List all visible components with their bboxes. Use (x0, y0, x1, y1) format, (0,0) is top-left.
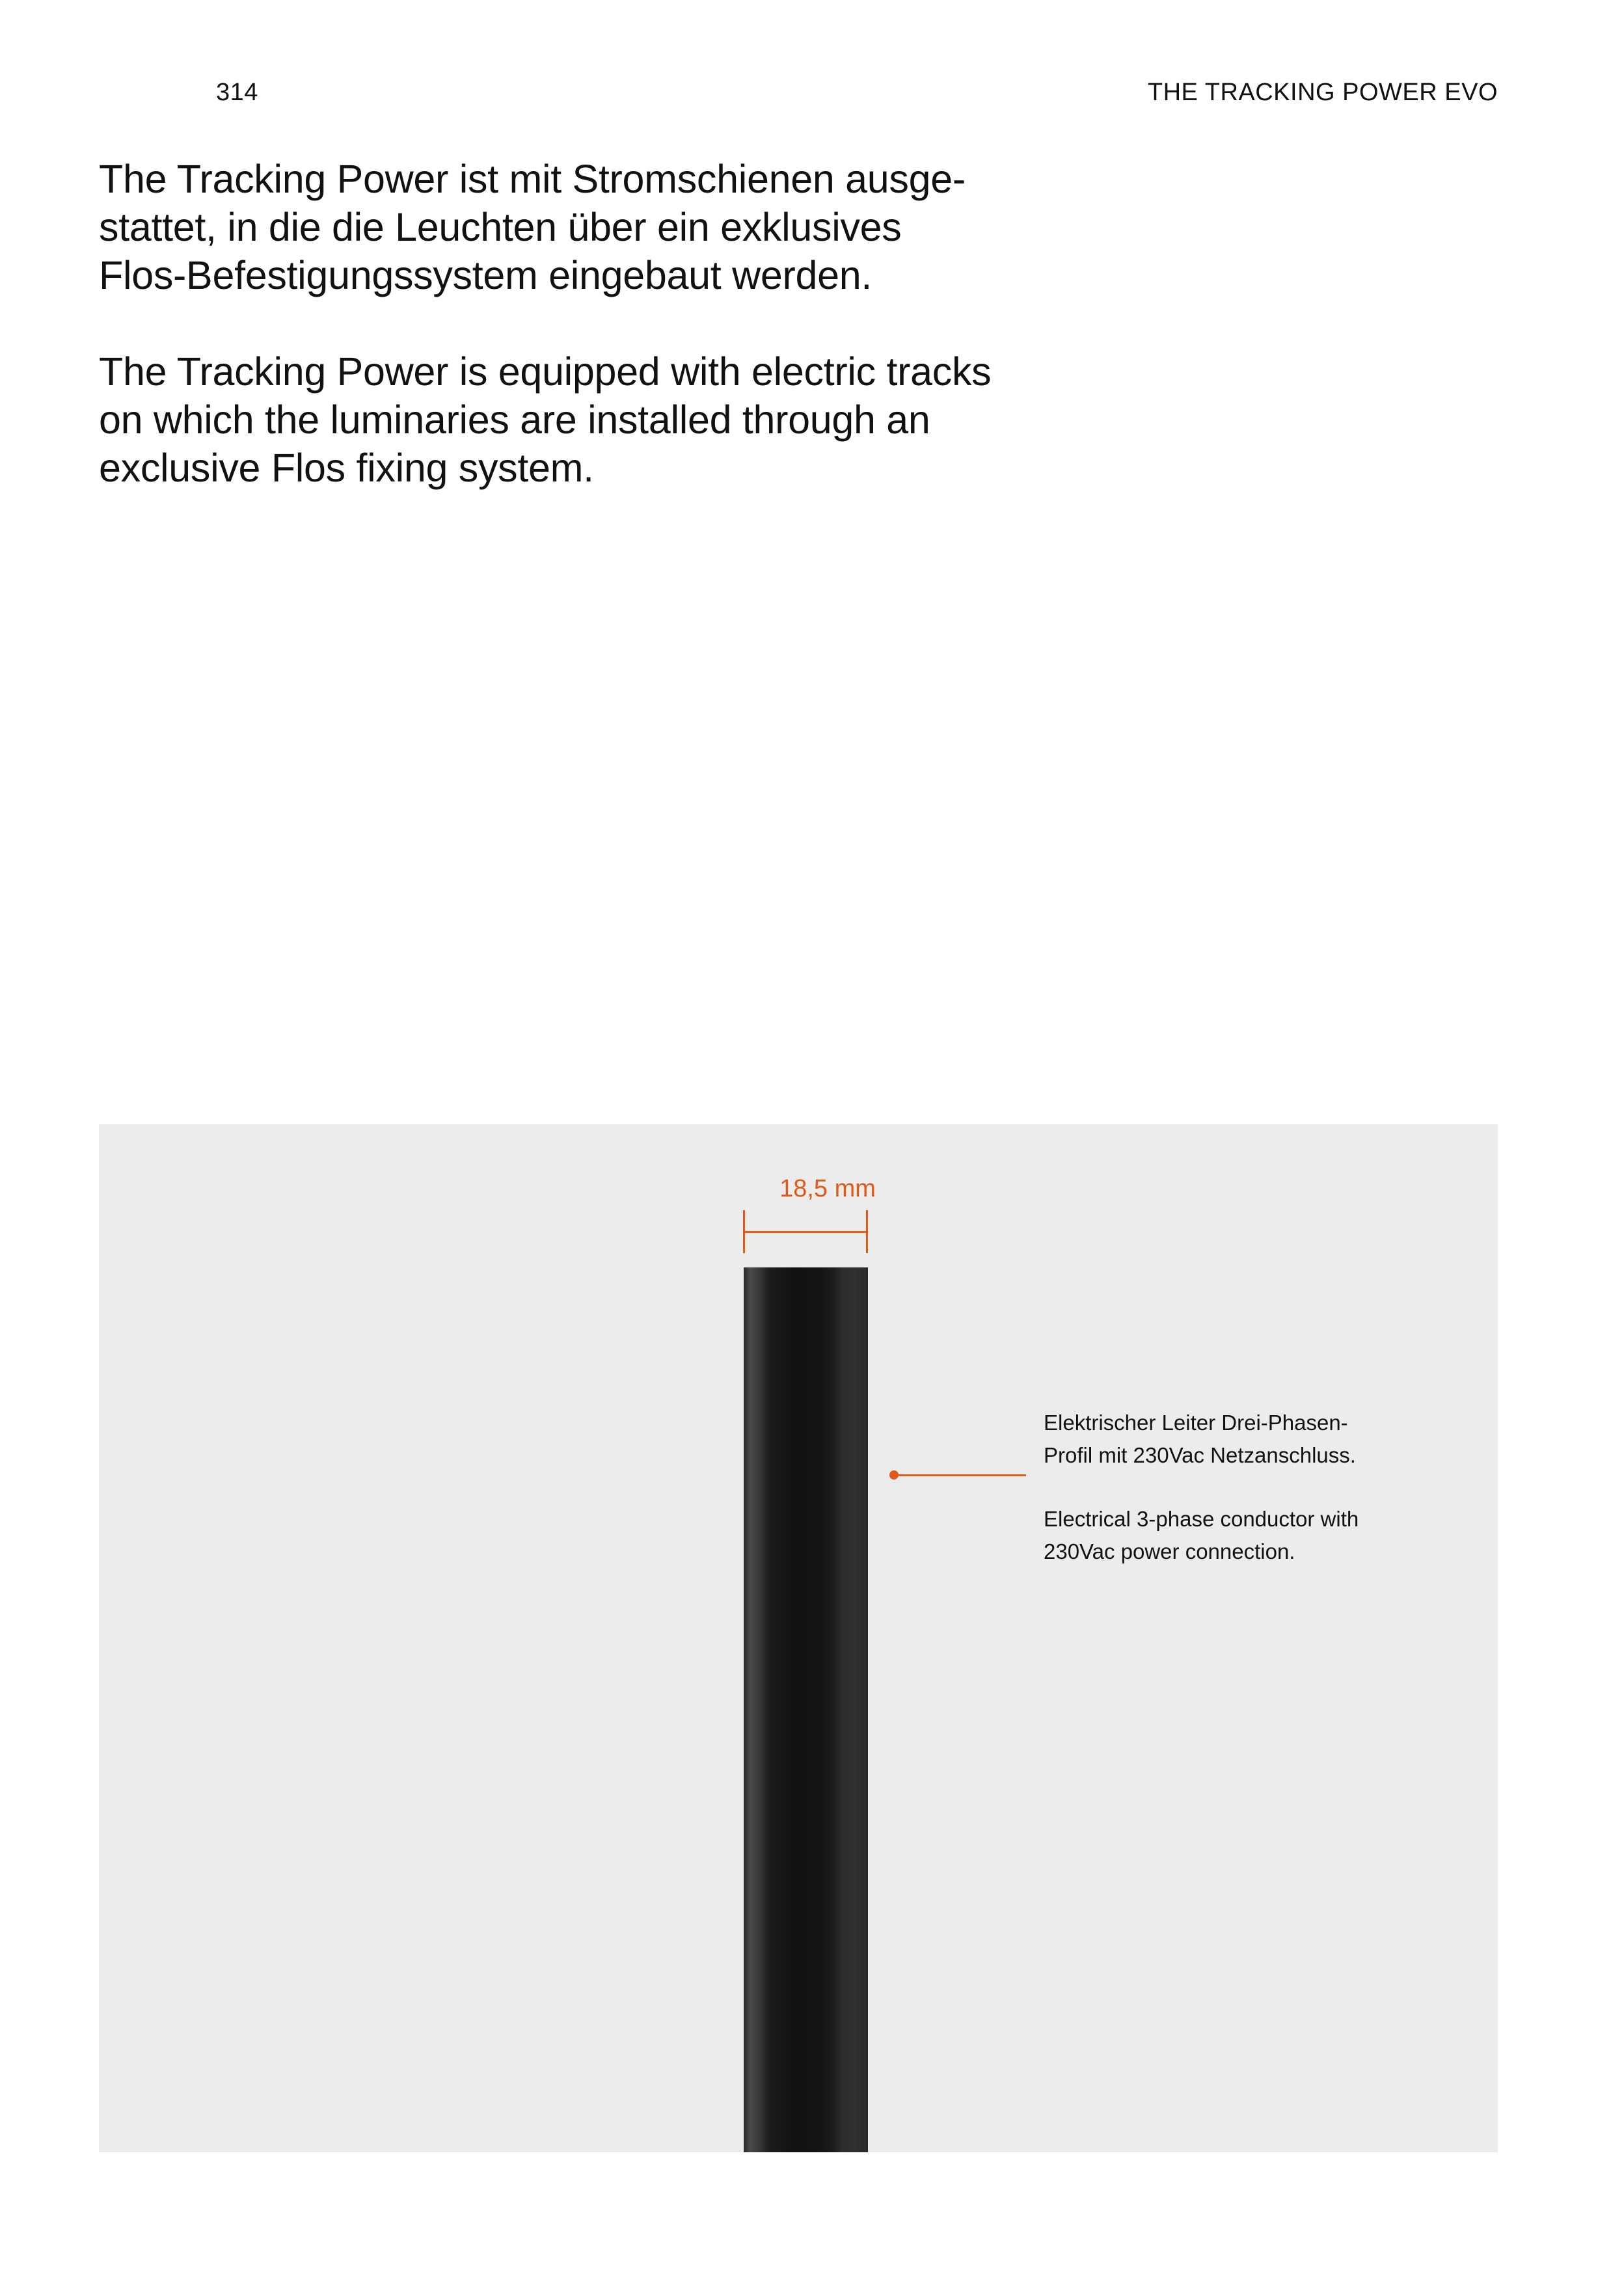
dimension-tick-right (866, 1210, 868, 1253)
callout-text (1044, 1407, 1434, 1599)
running-title: THE TRACKING POWER EVO (1147, 79, 1498, 106)
callout-leader-line (894, 1474, 1026, 1476)
callout-german: Elektrischer Leiter Drei-Phasen- Profil mit 230Vac Netzanschluss. (1044, 1411, 1356, 1467)
intro-german: The Tracking Power ist mit Stromschienen ausge- stattet, in die die Leuchten über ein exklusives Flos-Befestigungssystem eingebaut werden. (99, 157, 966, 297)
product-figure (99, 1124, 1498, 2152)
page-number: 314 (216, 79, 258, 106)
intro-text (99, 155, 1042, 540)
track-profile-image (744, 1267, 868, 2152)
intro-english: The Tracking Power is equipped with electric tracks on which the luminaries are installed through an exclusive Flos fixing system. (99, 349, 992, 490)
width-dimension-label: 18,5 mm (779, 1175, 876, 1202)
dimension-line (743, 1231, 867, 1233)
callout-english: Electrical 3-phase conductor with 230Vac power connection. (1044, 1507, 1359, 1563)
